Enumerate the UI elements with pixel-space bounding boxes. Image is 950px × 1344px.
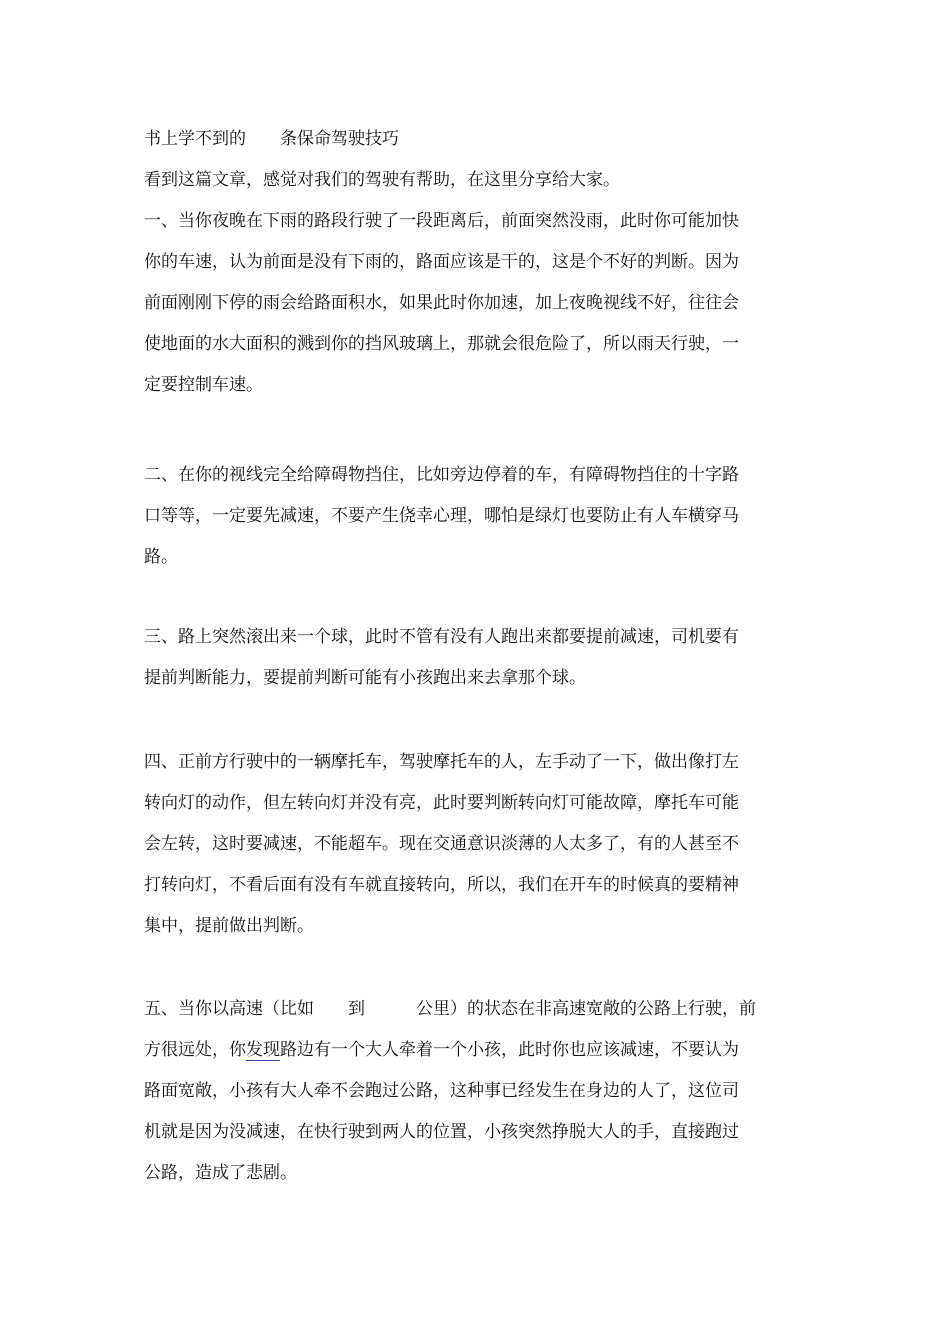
paragraph-line: 三、路上突然滚出来一个球，此时不管有没有人跑出来都要提前减速，司机要有 — [144, 627, 739, 647]
paragraph-line: 口等等，一定要先减速，不要产生侥幸心理，哪怕是绿灯也要防止有人车横穿马 — [144, 506, 739, 526]
underlined-word: 发现 — [246, 1040, 280, 1060]
paragraph-line: 一、当你夜晚在下雨的路段行驶了一段距离后，前面突然没雨，此时你可能加快 — [144, 211, 739, 231]
paragraph-5 — [144, 989, 812, 1194]
paragraph-1 — [144, 201, 812, 406]
paragraph-3 — [144, 617, 812, 699]
paragraph-line: 机就是因为没减速，在快行驶到两人的位置，小孩突然挣脱大人的手，直接跑过 — [144, 1122, 739, 1142]
document-title — [144, 119, 812, 160]
paragraph-line: 定要控制车速。 — [144, 375, 263, 395]
paragraph-line: 打转向灯，不看后面有没有车就直接转向，所以，我们在开车的时候真的要精神 — [144, 875, 739, 895]
paragraph-line: 二、在你的视线完全给障碍物挡住，比如旁边停着的车，有障碍物挡住的十字路 — [144, 465, 739, 485]
intro-paragraph — [144, 160, 812, 201]
title-line: 书上学不到的 条保命驾驶技巧 — [144, 129, 399, 149]
paragraph-line: 看到这篇文章，感觉对我们的驾驶有帮助，在这里分享给大家。 — [144, 170, 620, 190]
paragraph-line: 路面宽敞，小孩有大人牵不会跑过公路，这种事已经发生在身边的人了，这位司 — [144, 1081, 739, 1101]
paragraph-line: 集中，提前做出判断。 — [144, 916, 314, 936]
text-segment: 路边有一个大人牵着一个小孩，此时你也应该减速，不要认为 — [280, 1040, 739, 1060]
paragraph-line: 你的车速，认为前面是没有下雨的，路面应该是干的，这是个不好的判断。因为 — [144, 252, 739, 272]
paragraph-line: 提前判断能力，要提前判断可能有小孩跑出来去拿那个球。 — [144, 668, 586, 688]
paragraph-2 — [144, 455, 812, 578]
paragraph-line — [144, 1030, 812, 1071]
paragraph-line: 公路，造成了悲剧。 — [144, 1163, 297, 1183]
paragraph-line: 会左转，这时要减速，不能超车。现在交通意识淡薄的人太多了，有的人甚至不 — [144, 834, 739, 854]
paragraph-line: 路。 — [144, 547, 178, 567]
paragraph-line: 前面刚刚下停的雨会给路面积水，如果此时你加速，加上夜晚视线不好，往往会 — [144, 293, 739, 313]
paragraph-line: 四、正前方行驶中的一辆摩托车，驾驶摩托车的人，左手动了一下，做出像打左 — [144, 752, 739, 772]
paragraph-4 — [144, 742, 812, 947]
paragraph-line: 转向灯的动作，但左转向灯并没有亮，此时要判断转向灯可能故障，摩托车可能 — [144, 793, 739, 813]
paragraph-line: 五、当你以高速（比如 到 公里）的状态在非高速宽敞的公路上行驶，前 — [144, 999, 756, 1019]
paragraph-line: 使地面的水大面积的溅到你的挡风玻璃上，那就会很危险了，所以雨天行驶，一 — [144, 334, 739, 354]
text-segment: 方很远处，你 — [144, 1040, 246, 1060]
